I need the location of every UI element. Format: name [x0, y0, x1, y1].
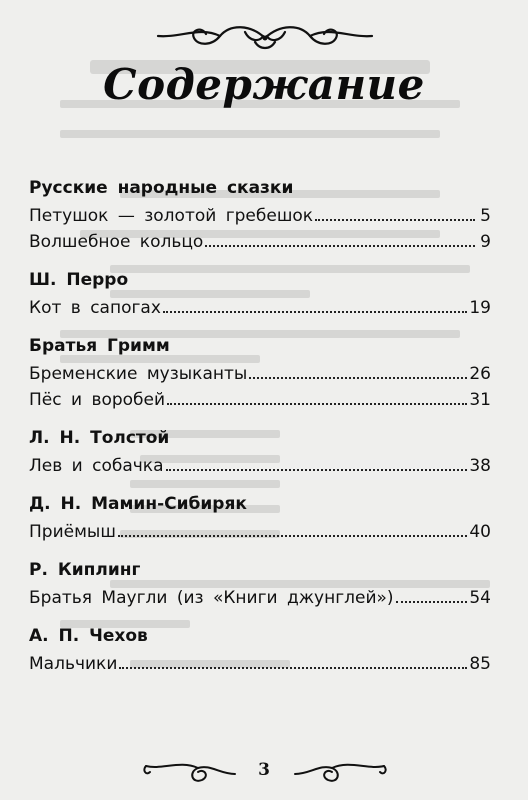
entry-title: Мальчики — [29, 654, 118, 674]
toc-section — [29, 491, 491, 543]
toc-entry[interactable] — [29, 359, 491, 385]
entry-title: Петушок — золотой гребешок — [29, 206, 314, 226]
toc-entry[interactable] — [29, 227, 491, 253]
page-number: 3 — [258, 760, 270, 780]
section-author: Д. Н. Мамин-Сибиряк — [29, 494, 247, 514]
entry-page: 54 — [469, 588, 491, 608]
toc-entry[interactable] — [29, 517, 491, 543]
toc-entry[interactable] — [29, 583, 491, 609]
section-author: Л. Н. Толстой — [29, 428, 170, 448]
section-author: Русские народные сказки — [29, 178, 294, 198]
dot-leader — [205, 245, 475, 247]
toc-section — [29, 623, 491, 675]
entry-page: 19 — [469, 298, 491, 318]
toc-section — [29, 175, 491, 253]
dot-leader — [119, 667, 467, 669]
toc-entry[interactable] — [29, 201, 491, 227]
entry-title: Приёмыш — [29, 522, 116, 542]
dot-leader — [396, 601, 468, 603]
entry-page: 31 — [469, 390, 491, 410]
toc-entry[interactable] — [29, 385, 491, 411]
entry-page: 38 — [469, 456, 491, 476]
entry-title: Кот в сапогах — [29, 298, 161, 318]
swirl-right-icon — [290, 756, 390, 788]
toc-entry[interactable] — [29, 451, 491, 477]
dot-leader — [167, 403, 467, 405]
section-author: Р. Киплинг — [29, 560, 141, 580]
dot-leader — [163, 311, 467, 313]
dot-leader — [249, 377, 467, 379]
entry-title: Бременские музыканты — [29, 364, 248, 384]
entry-title: Братья Маугли (из «Книги джунглей») — [29, 588, 394, 608]
toc-section — [29, 267, 491, 319]
toc-section — [29, 557, 491, 609]
page-title: Содержание — [103, 60, 425, 109]
dot-leader — [315, 219, 475, 221]
entry-title: Лев и собачка — [29, 456, 164, 476]
dot-leader — [166, 469, 468, 471]
toc-section — [29, 425, 491, 477]
entry-page: 40 — [469, 522, 491, 542]
section-author: А. П. Чехов — [29, 626, 148, 646]
entry-page: 26 — [469, 364, 491, 384]
dot-leader — [118, 535, 467, 537]
entry-title: Пёс и воробей — [29, 390, 166, 410]
toc-entry[interactable] — [29, 293, 491, 319]
section-author: Ш. Перро — [29, 270, 129, 290]
table-of-contents — [29, 175, 491, 689]
toc-section — [29, 333, 491, 411]
entry-title: Волшебное кольцо — [29, 232, 204, 252]
entry-page: 5 — [480, 206, 491, 226]
entry-page: 85 — [469, 654, 491, 674]
toc-entry[interactable] — [29, 649, 491, 675]
entry-page: 9 — [480, 232, 491, 252]
ornament-flourish-icon — [150, 16, 380, 56]
section-author: Братья Гримм — [29, 336, 170, 356]
